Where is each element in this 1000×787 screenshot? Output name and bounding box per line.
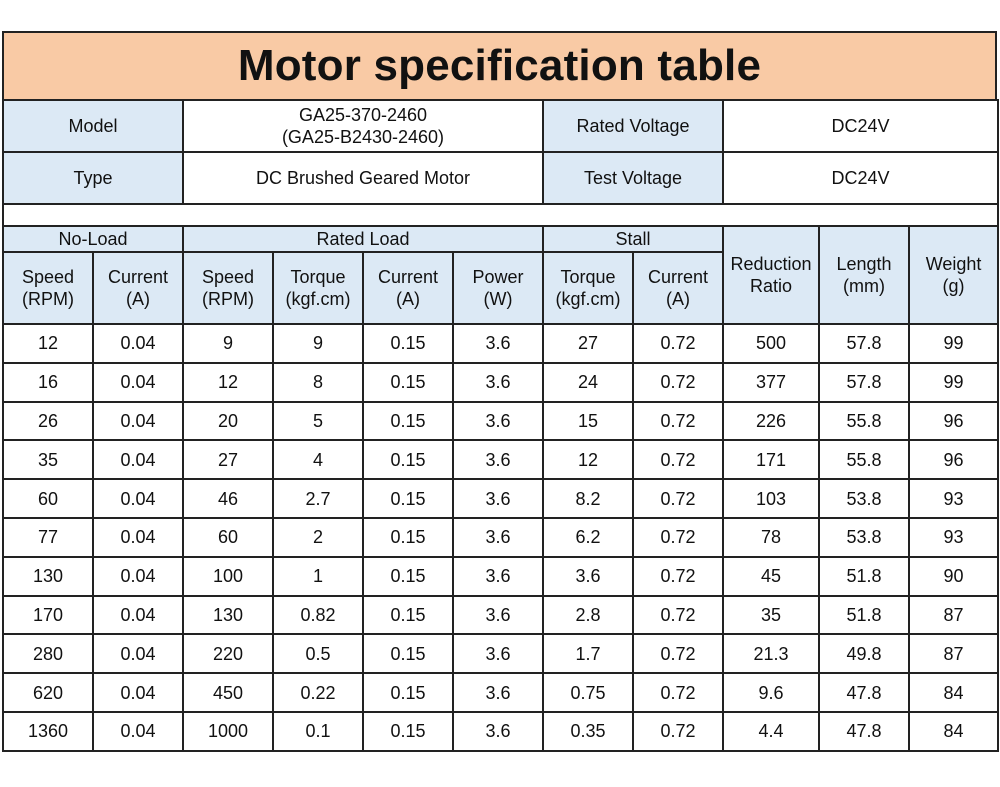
table-cell: 12 — [183, 363, 273, 402]
spec-table — [2, 203, 999, 752]
table-cell: 0.04 — [93, 479, 183, 518]
table-cell: 450 — [183, 673, 273, 712]
table-cell: 0.72 — [633, 402, 723, 441]
table-row — [3, 440, 998, 479]
table-cell: 0.15 — [363, 402, 453, 441]
group-header-row — [3, 226, 998, 252]
test-voltage-value: DC24V — [723, 152, 998, 204]
type-label: Type — [3, 152, 183, 204]
table-cell: 0.72 — [633, 324, 723, 363]
table-cell: 0.15 — [363, 673, 453, 712]
spec-sheet — [2, 31, 997, 752]
table-cell: 0.15 — [363, 440, 453, 479]
table-cell: 620 — [3, 673, 93, 712]
table-cell: 4.4 — [723, 712, 819, 751]
table-cell: 26 — [3, 402, 93, 441]
table-cell: 84 — [909, 712, 998, 751]
table-cell: 130 — [183, 596, 273, 635]
model-value-line-1: GA25-370-2460 — [298, 105, 428, 125]
col-header-line-2: (A) — [666, 289, 690, 309]
col-header-line-1: Reduction — [730, 254, 812, 274]
table-cell: 3.6 — [453, 596, 543, 635]
col-header-line-2: (A) — [396, 289, 420, 309]
table-cell: 6.2 — [543, 518, 633, 557]
rated-voltage-value: DC24V — [723, 100, 998, 152]
table-cell: 130 — [3, 557, 93, 596]
table-cell: 0.04 — [93, 557, 183, 596]
table-cell: 5 — [273, 402, 363, 441]
table-cell: 55.8 — [819, 402, 909, 441]
table-cell: 0.72 — [633, 518, 723, 557]
info-table — [2, 99, 999, 205]
table-cell: 77 — [3, 518, 93, 557]
table-cell: 55.8 — [819, 440, 909, 479]
col-header-current-a — [93, 252, 183, 324]
table-row — [3, 712, 998, 751]
col-header-line-2: Ratio — [749, 276, 793, 296]
table-cell: 20 — [183, 402, 273, 441]
table-cell: 226 — [723, 402, 819, 441]
col-header-power-w — [453, 252, 543, 324]
table-cell: 0.35 — [543, 712, 633, 751]
col-header-line-2: (RPM) — [22, 289, 74, 309]
table-cell: 99 — [909, 363, 998, 402]
table-cell: 1.7 — [543, 634, 633, 673]
table-cell: 53.8 — [819, 518, 909, 557]
table-cell: 3.6 — [453, 324, 543, 363]
table-cell: 47.8 — [819, 712, 909, 751]
table-row — [3, 557, 998, 596]
table-cell: 0.72 — [633, 673, 723, 712]
table-cell: 0.04 — [93, 440, 183, 479]
table-row — [3, 324, 998, 363]
col-header-line-1: Torque — [560, 267, 616, 287]
table-cell: 78 — [723, 518, 819, 557]
group-rated-load: Rated Load — [183, 226, 543, 252]
table-cell: 35 — [3, 440, 93, 479]
table-cell: 0.04 — [93, 712, 183, 751]
col-header-line-1: Torque — [290, 267, 346, 287]
spacer-cell — [3, 204, 998, 226]
table-cell: 9.6 — [723, 673, 819, 712]
table-cell: 12 — [3, 324, 93, 363]
table-cell: 0.15 — [363, 634, 453, 673]
table-cell: 2 — [273, 518, 363, 557]
table-cell: 0.82 — [273, 596, 363, 635]
table-cell: 87 — [909, 634, 998, 673]
table-cell: 27 — [183, 440, 273, 479]
table-row — [3, 673, 998, 712]
table-cell: 0.72 — [633, 634, 723, 673]
col-header-line-2: (RPM) — [202, 289, 254, 309]
type-value: DC Brushed Geared Motor — [183, 152, 543, 204]
table-cell: 53.8 — [819, 479, 909, 518]
table-cell: 3.6 — [453, 363, 543, 402]
table-cell: 377 — [723, 363, 819, 402]
table-cell: 0.72 — [633, 712, 723, 751]
table-cell: 100 — [183, 557, 273, 596]
table-cell: 0.15 — [363, 363, 453, 402]
table-cell: 35 — [723, 596, 819, 635]
table-cell: 45 — [723, 557, 819, 596]
col-header-speed-rpm — [3, 252, 93, 324]
table-cell: 171 — [723, 440, 819, 479]
table-cell: 16 — [3, 363, 93, 402]
table-cell: 500 — [723, 324, 819, 363]
table-cell: 3.6 — [453, 712, 543, 751]
table-row — [3, 596, 998, 635]
table-cell: 0.04 — [93, 673, 183, 712]
col-header-line-1: Weight — [925, 254, 982, 274]
table-cell: 8 — [273, 363, 363, 402]
table-cell: 0.22 — [273, 673, 363, 712]
col-header-speed-rpm — [183, 252, 273, 324]
table-cell: 0.04 — [93, 596, 183, 635]
table-cell: 3.6 — [453, 479, 543, 518]
col-header-line-1: Current — [377, 267, 439, 287]
table-cell: 9 — [273, 324, 363, 363]
table-cell: 96 — [909, 440, 998, 479]
table-cell: 3.6 — [453, 518, 543, 557]
table-cell: 3.6 — [453, 402, 543, 441]
col-header-line-2: (kgf.cm) — [285, 289, 351, 309]
table-cell: 47.8 — [819, 673, 909, 712]
table-cell: 3.6 — [453, 557, 543, 596]
table-cell: 103 — [723, 479, 819, 518]
table-cell: 3.6 — [453, 440, 543, 479]
col-header-line-1: Power — [472, 267, 524, 287]
col-header-line-1: Length — [836, 254, 892, 274]
col-header-line-1: Speed — [21, 267, 75, 287]
col-header-torque-kgfcm — [543, 252, 633, 324]
table-cell: 2.7 — [273, 479, 363, 518]
model-label: Model — [3, 100, 183, 152]
table-cell: 87 — [909, 596, 998, 635]
table-cell: 0.1 — [273, 712, 363, 751]
table-cell: 60 — [3, 479, 93, 518]
table-cell: 84 — [909, 673, 998, 712]
table-cell: 4 — [273, 440, 363, 479]
table-cell: 0.72 — [633, 479, 723, 518]
table-cell: 57.8 — [819, 324, 909, 363]
table-cell: 93 — [909, 518, 998, 557]
table-cell: 2.8 — [543, 596, 633, 635]
table-row — [3, 402, 998, 441]
table-cell: 99 — [909, 324, 998, 363]
col-header-line-2: (kgf.cm) — [555, 289, 621, 309]
table-cell: 8.2 — [543, 479, 633, 518]
table-row — [3, 634, 998, 673]
table-cell: 9 — [183, 324, 273, 363]
col-header-line-2: (mm) — [843, 276, 885, 296]
table-cell: 0.04 — [93, 518, 183, 557]
table-cell: 0.04 — [93, 634, 183, 673]
table-cell: 0.15 — [363, 557, 453, 596]
table-cell: 96 — [909, 402, 998, 441]
col-header-torque-kgfcm — [273, 252, 363, 324]
table-cell: 1360 — [3, 712, 93, 751]
table-cell: 24 — [543, 363, 633, 402]
table-cell: 0.75 — [543, 673, 633, 712]
col-header-reduction-ratio — [723, 226, 819, 324]
model-value-line-2: (GA25-B2430-2460) — [281, 127, 445, 147]
table-row — [3, 363, 998, 402]
table-cell: 3.6 — [453, 634, 543, 673]
table-cell: 1 — [273, 557, 363, 596]
spacer-row — [3, 204, 998, 226]
table-cell: 0.72 — [633, 363, 723, 402]
table-cell: 0.72 — [633, 440, 723, 479]
col-header-current-a — [363, 252, 453, 324]
table-cell: 220 — [183, 634, 273, 673]
group-stall: Stall — [543, 226, 723, 252]
table-body — [3, 324, 998, 751]
table-cell: 15 — [543, 402, 633, 441]
table-cell: 0.5 — [273, 634, 363, 673]
table-cell: 0.15 — [363, 324, 453, 363]
table-cell: 3.6 — [453, 673, 543, 712]
table-cell: 57.8 — [819, 363, 909, 402]
table-cell: 27 — [543, 324, 633, 363]
table-cell: 3.6 — [543, 557, 633, 596]
table-cell: 0.15 — [363, 518, 453, 557]
model-value — [183, 100, 543, 152]
rated-voltage-label: Rated Voltage — [543, 100, 723, 152]
col-header-line-2: (A) — [126, 289, 150, 309]
col-header-line-2: (g) — [942, 276, 965, 296]
test-voltage-label: Test Voltage — [543, 152, 723, 204]
table-cell: 93 — [909, 479, 998, 518]
table-cell: 0.72 — [633, 596, 723, 635]
table-row — [3, 518, 998, 557]
table-cell: 0.04 — [93, 402, 183, 441]
table-cell: 170 — [3, 596, 93, 635]
col-header-weight — [909, 226, 998, 324]
table-cell: 0.15 — [363, 479, 453, 518]
col-header-line-1: Current — [647, 267, 709, 287]
table-cell: 51.8 — [819, 557, 909, 596]
table-cell: 60 — [183, 518, 273, 557]
table-cell: 0.04 — [93, 324, 183, 363]
table-cell: 90 — [909, 557, 998, 596]
table-cell: 0.04 — [93, 363, 183, 402]
table-cell: 21.3 — [723, 634, 819, 673]
col-header-line-1: Speed — [201, 267, 255, 287]
col-header-line-2: (W) — [483, 289, 513, 309]
table-cell: 46 — [183, 479, 273, 518]
table-cell: 49.8 — [819, 634, 909, 673]
page-title: Motor specification table — [2, 31, 997, 101]
col-header-line-1: Current — [107, 267, 169, 287]
table-cell: 0.72 — [633, 557, 723, 596]
col-header-length — [819, 226, 909, 324]
table-cell: 0.15 — [363, 712, 453, 751]
table-cell: 12 — [543, 440, 633, 479]
group-no-load: No-Load — [3, 226, 183, 252]
col-header-current-a — [633, 252, 723, 324]
table-cell: 51.8 — [819, 596, 909, 635]
table-cell: 0.15 — [363, 596, 453, 635]
table-cell: 1000 — [183, 712, 273, 751]
table-cell: 280 — [3, 634, 93, 673]
table-row — [3, 479, 998, 518]
